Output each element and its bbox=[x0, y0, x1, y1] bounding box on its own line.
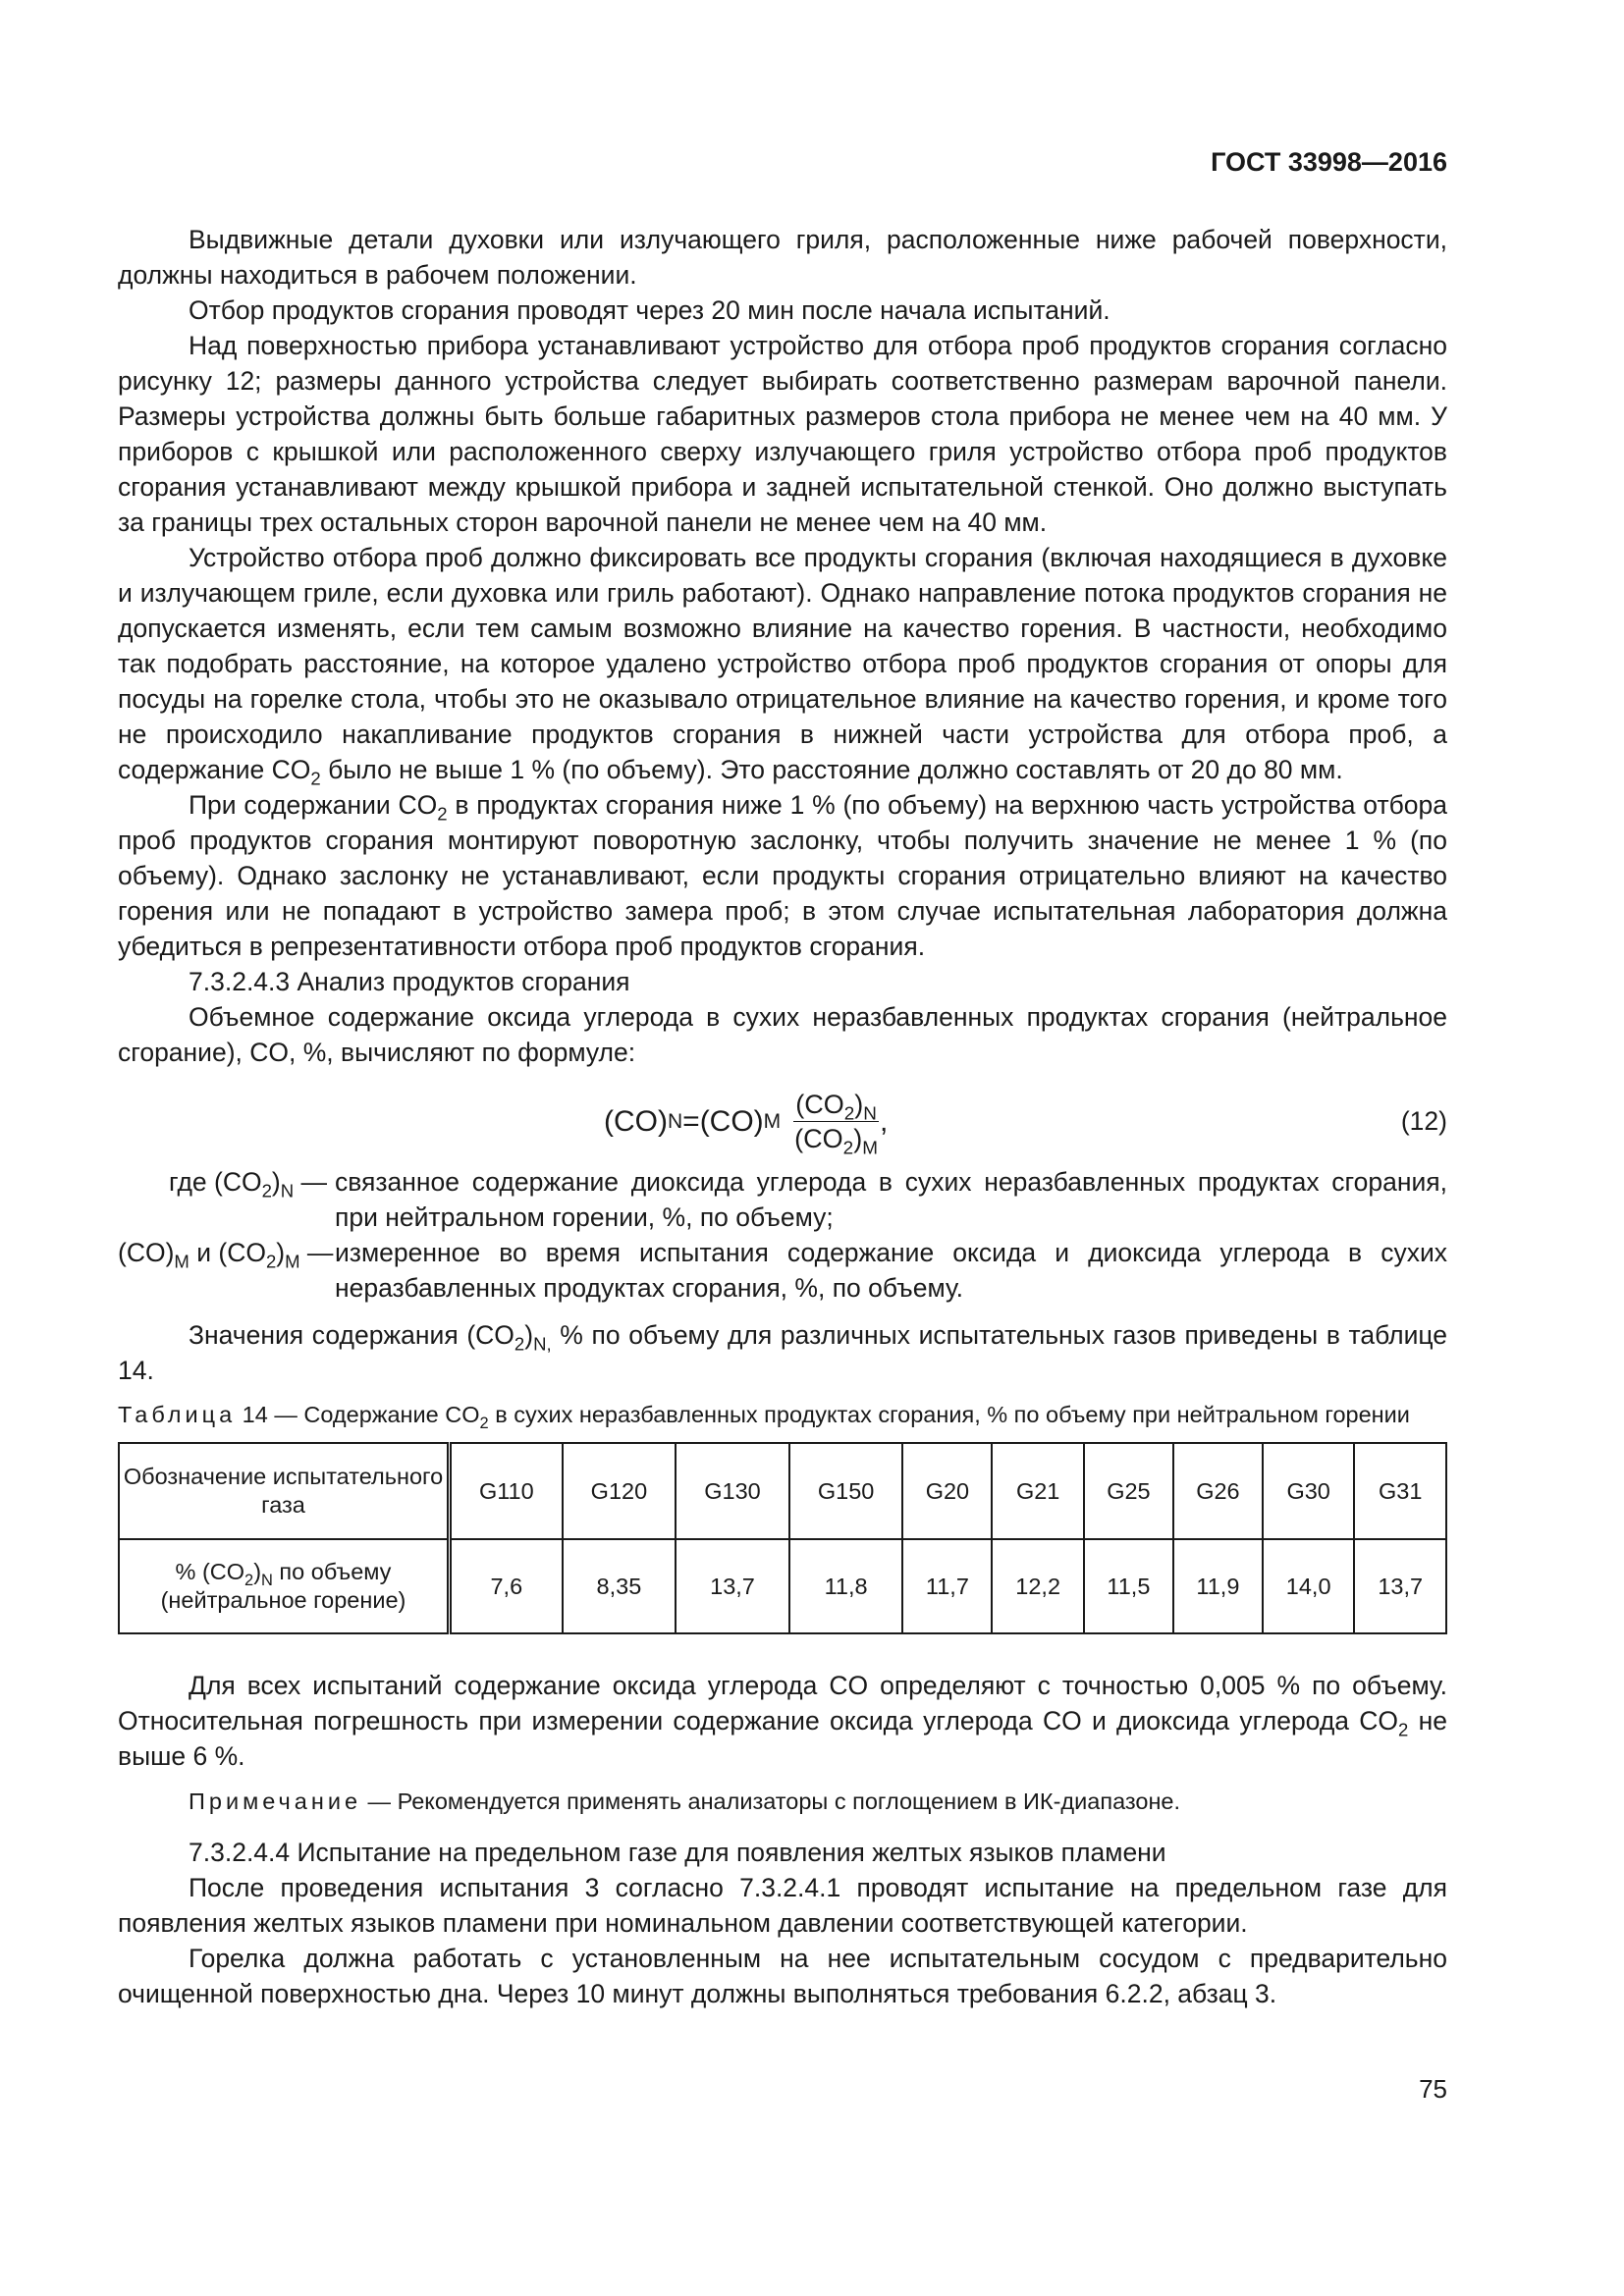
value-cell: 13,7 bbox=[1354, 1539, 1446, 1633]
value-cell: 12,2 bbox=[992, 1539, 1084, 1633]
paragraph-9: После проведения испытания 3 согласно 7.3.2.4.1 проводят испытание на предельном газе для появления желтых языков пламени при номинальном давлении соответствующей категории. bbox=[118, 1873, 1447, 1938]
paragraph-1: Выдвижные детали духовки или излучающего гриля, расположенные ниже рабочей поверхности, должны находиться в рабочем положении. bbox=[118, 225, 1447, 290]
paragraph-8: Для всех испытаний содержание оксида углерода CO определяют с точностью 0,005 % по объему. Относительная погрешность при измерении содержание оксида углерода CO и диоксида углерода $CO_2$ не выше 6 %. bbox=[118, 1671, 1447, 1771]
legend-symbol-2: $(CO)_M$ и $(CO_2)_M$ — bbox=[118, 1238, 334, 1272]
page-number: 75 bbox=[1419, 2074, 1447, 2104]
formula-fraction bbox=[792, 1090, 880, 1159]
value-cell: 14,0 bbox=[1263, 1539, 1355, 1633]
legend-symbol-1: где $(CO_2)_N$ — bbox=[168, 1167, 327, 1201]
legend-description-1: связанное содержание диоксида углерода в сухих неразбавленных продуктах сгорания, при нейтральном горении, %, по объему; bbox=[335, 1167, 1447, 1232]
value-cell: 11,5 bbox=[1084, 1539, 1173, 1633]
table-header-cell: Обозначение испытательного газа bbox=[119, 1443, 450, 1539]
document-header: ГОСТ 33998—2016 bbox=[1211, 147, 1447, 177]
paragraph-4: Устройство отбора проб должно фиксировать все продукты сгорания (включая находящиеся в духовке и излучающем гриле, если духовка или гриль работают). Однако направление потока продуктов сгорания не допускается изменять, если тем самым возможно влияние на качество горения. В частности, необходимо так подобрать расстояние, на которое удалено устройство отбора проб продуктов сгорания от опоры для посуды на горелке стола, чтобы это не оказывало отрицательное влияние на качество горения, и кроме того не происходило накапливание продуктов сгорания в нижней части устройства для отбора проб, а содержание $CO_2$ было не выше 1 % (по объему). Это расстояние должно составлять от 20 до 80 мм. bbox=[118, 543, 1447, 789]
gas-cell: G110 bbox=[450, 1443, 563, 1539]
paragraph-3: Над поверхностью прибора устанавливают устройство для отбора проб продуктов сгорания согласно рисунку 12; размеры данного устройства следует выбирать соответственно размерам варочной панели. Размеры устройства должны быть больше габаритных размеров стола прибора не менее чем на 40 мм. У приборов с крышкой или расположенного сверху излучающего гриля устройство отбора проб продуктов сгорания устанавливают между крышкой прибора и задней испытательной стенкой. Оно должно выступать за границы трех остальных сторон варочной панели не менее чем на 40 мм. bbox=[118, 331, 1447, 537]
table-row-values bbox=[119, 1539, 1446, 1633]
legend-description-2: измеренное во время испытания содержание оксида и диоксида углерода в сухих неразбавленных продуктах сгорания, %, по объему. bbox=[335, 1238, 1447, 1303]
gas-cell: G30 bbox=[1263, 1443, 1355, 1539]
gas-cell: G25 bbox=[1084, 1443, 1173, 1539]
value-cell: 11,7 bbox=[902, 1539, 992, 1633]
gas-cell: G130 bbox=[676, 1443, 789, 1539]
paragraph-5: При содержании $CO_2$ в продуктах сгорания ниже 1 % (по объему) на верхнюю часть устройства отбора проб продуктов сгорания монтируют поворотную заслонку, чтобы получить значение не менее 1 % (по объему). Однако заслонку не устанавливают, если продукты сгорания отрицательно влияют на качество горения или не попадают в устройство замера проб; в этом случае испытательная лаборатория должна убедиться в репрезентативности отбора проб продуктов сгорания. bbox=[118, 790, 1447, 961]
paragraph-2: Отбор продуктов сгорания проводят через 20 мин после начала испытаний. bbox=[189, 295, 1110, 325]
value-cell: 11,8 bbox=[789, 1539, 903, 1633]
gas-cell: G20 bbox=[902, 1443, 992, 1539]
value-cell: 13,7 bbox=[676, 1539, 789, 1633]
table-caption: Таблица 14 — Содержание $CO_2$ в сухих неразбавленных продуктах сгорания, % по объему при нейтральном горении bbox=[118, 1402, 1410, 1432]
paragraph-7: Значения содержания $(CO_2)_{N,}$ % по объему для различных испытательных газов приведены в таблице 14. bbox=[118, 1320, 1447, 1385]
gas-cell: G26 bbox=[1173, 1443, 1263, 1539]
formula-number: (12) bbox=[1400, 1106, 1447, 1136]
gas-cell: G150 bbox=[789, 1443, 903, 1539]
fraction-denominator: $(CO_2)_M$ bbox=[794, 1124, 878, 1159]
note: Примечание — Рекомендуется применять анализаторы с поглощением в ИК-диапазоне. bbox=[189, 1789, 1181, 1814]
gas-cell: G120 bbox=[563, 1443, 677, 1539]
gas-cell: G31 bbox=[1354, 1443, 1446, 1539]
paragraph-6: Объемное содержание оксида углерода в сухих неразбавленных продуктах сгорания (нейтральное сгорание), CO, %, вычисляют по формуле: bbox=[118, 1002, 1447, 1067]
paragraph-10: Горелка должна работать с установленным на нее испытательным сосудом с предварительно очищенной поверхностью дна. Через 10 минут должны выполняться требования 6.2.2, абзац 3. bbox=[118, 1944, 1447, 2008]
gas-cell: G21 bbox=[992, 1443, 1084, 1539]
document-body bbox=[118, 222, 1447, 2011]
value-cell: 8,35 bbox=[563, 1539, 677, 1633]
section-heading-7-3-2-4-4: 7.3.2.4.4 Испытание на предельном газе для появления желтых языков пламени bbox=[189, 1838, 1166, 1867]
value-cell: 7,6 bbox=[450, 1539, 563, 1633]
gas-co2-table bbox=[118, 1442, 1447, 1634]
table-row-gases bbox=[119, 1443, 1446, 1539]
fraction-numerator: $(CO_2)_N$ bbox=[795, 1090, 877, 1125]
section-heading-7-3-2-4-3: 7.3.2.4.3 Анализ продуктов сгорания bbox=[189, 967, 630, 996]
value-cell: 11,9 bbox=[1173, 1539, 1263, 1633]
formula-12 bbox=[118, 1076, 1447, 1158]
table-row-label: % $(CO_2)_N$ по объему (нейтральное горение) bbox=[119, 1539, 450, 1633]
formula-legend bbox=[118, 1164, 1447, 1306]
formula-expression: (CO) N = (CO) M $\frac{(CO_2)_N}{(CO_2)_M}$ , bbox=[604, 1090, 889, 1159]
